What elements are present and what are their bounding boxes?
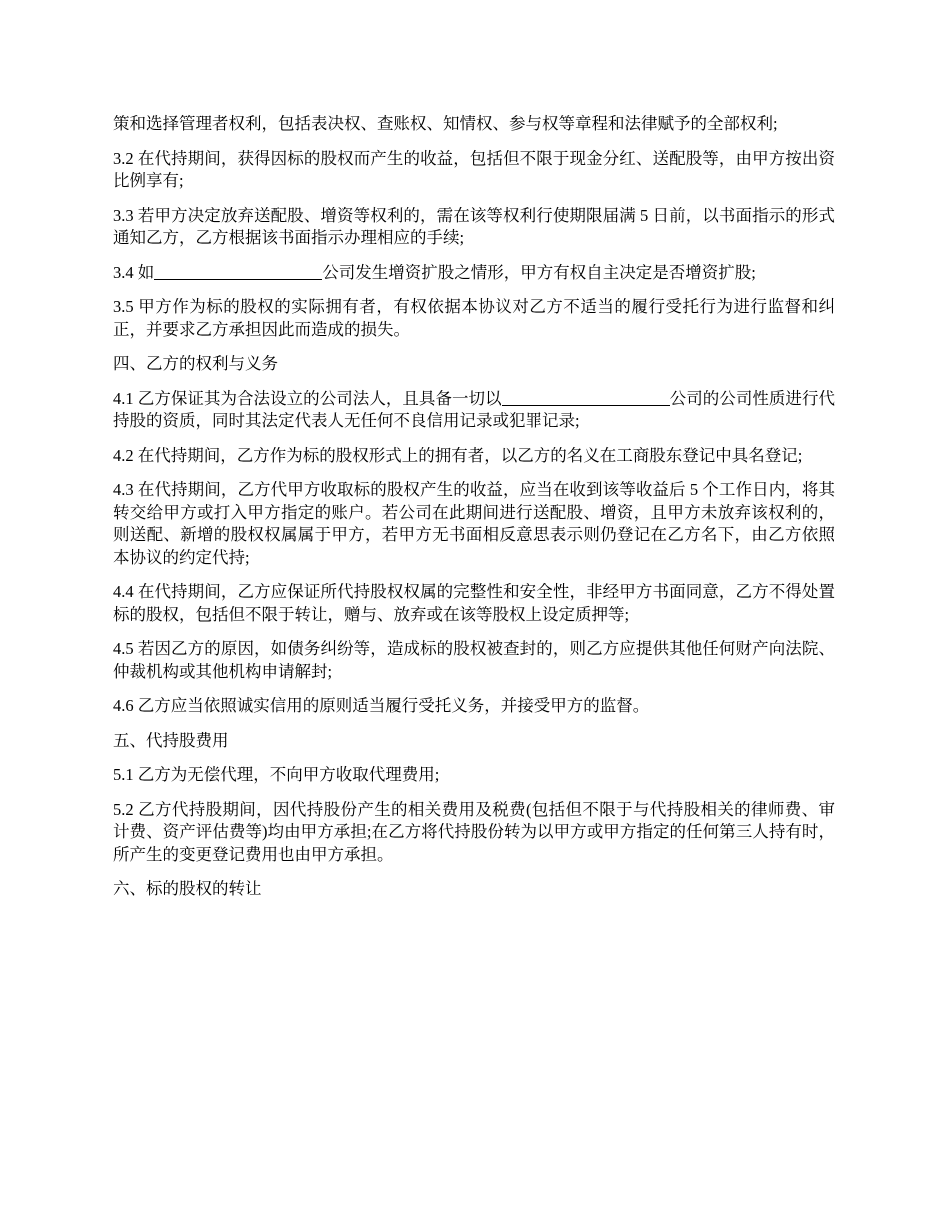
paragraph-3-3: 3.3 若甲方决定放弃送配股、增资等权利的，需在该等权利行使期限届满 5 日前，以书面指示的形式通知乙方，乙方根据该书面指示办理相应的手续; (113, 205, 836, 247)
paragraph-3-1-continued: 策和选择管理者权利，包括表决权、查账权、知情权、参与权等章程和法律赋予的全部权利; (113, 114, 778, 133)
paragraph-4-3: 4.3 在代持期间，乙方代甲方收取标的股权产生的收益，应当在收到该等收益后 5 个工作日内，将其转交给甲方或打入甲方指定的账户。若公司在此期间进行送配股、增资，且甲方未放弃该权利的，则送配、新增的股权权属属于甲方，若甲方无书面相反意思表示则仍登记在乙方名下，由乙方依照本协议的约定代持; (113, 480, 835, 567)
paragraph-4-4: 4.4 在代持期间，乙方应保证所代持股权权属的完整性和安全性，非经甲方书面同意，乙方不得处置标的股权，包括但不限于转让，赠与、放弃或在该等股权上设定质押等; (113, 582, 835, 624)
section-heading-4: 四、乙方的权利与义务 (113, 354, 278, 373)
paragraph-4-1-after: 公司的公司性质进行代持股的资质，同时其法定代表人无任何不良信用记录或犯罪记录; (113, 388, 836, 430)
section-heading-6: 六、标的股权的转让 (113, 879, 262, 898)
paragraph-5-2: 5.2 乙方代持股期间，因代持股份产生的相关费用及税费(包括但不限于与代持股相关的律师费、审计费、资产评估费等)均由甲方承担;在乙方将代持股份转为以甲方或甲方指定的任何第三人持有时，所产生的变更登记费用也由甲方承担。 (113, 799, 835, 864)
fill-in-blank-company (154, 263, 322, 280)
paragraph-3-4-before: 3.4 如 (113, 262, 155, 282)
paragraph-4-5: 4.5 若因乙方的原因，如债务纠纷等，造成标的股权被查封的，则乙方应提供其他任何财产向法院、仲裁机构或其他机构申请解封; (113, 639, 835, 681)
paragraph-4-6: 4.6 乙方应当依照诚实信用的原则适当履行受托义务，并接受甲方的监督。 (113, 696, 650, 715)
paragraph-5-1: 5.1 乙方为无偿代理，不向甲方收取代理费用; (113, 765, 440, 784)
section-heading-5: 五、代持股费用 (113, 730, 229, 750)
paragraph-3-2: 3.2 在代持期间，获得因标的股权而产生的收益，包括但不限于现金分红、送配股等，由甲方按出资比例享有; (113, 148, 835, 190)
paragraph-3-5: 3.5 甲方作为标的股权的实际拥有者，有权依据本协议对乙方不适当的履行受托行为进行监督和纠正，并要求乙方承担因此而造成的损失。 (113, 297, 835, 339)
paragraph-4-2: 4.2 在代持期间，乙方作为标的股权形式上的拥有者，以乙方的名义在工商股东登记中具名登记; (113, 445, 803, 465)
paragraph-3-4 (113, 262, 835, 285)
paragraph-4-1-before: 4.1 乙方保证其为合法设立的公司法人，且具备一切以 (113, 388, 502, 408)
fill-in-blank-company (502, 389, 670, 406)
document-page (113, 113, 835, 913)
paragraph-3-4-after: 公司发生增资扩股之情形，甲方有权自主决定是否增资扩股; (322, 262, 756, 282)
paragraph-4-1 (113, 388, 835, 433)
